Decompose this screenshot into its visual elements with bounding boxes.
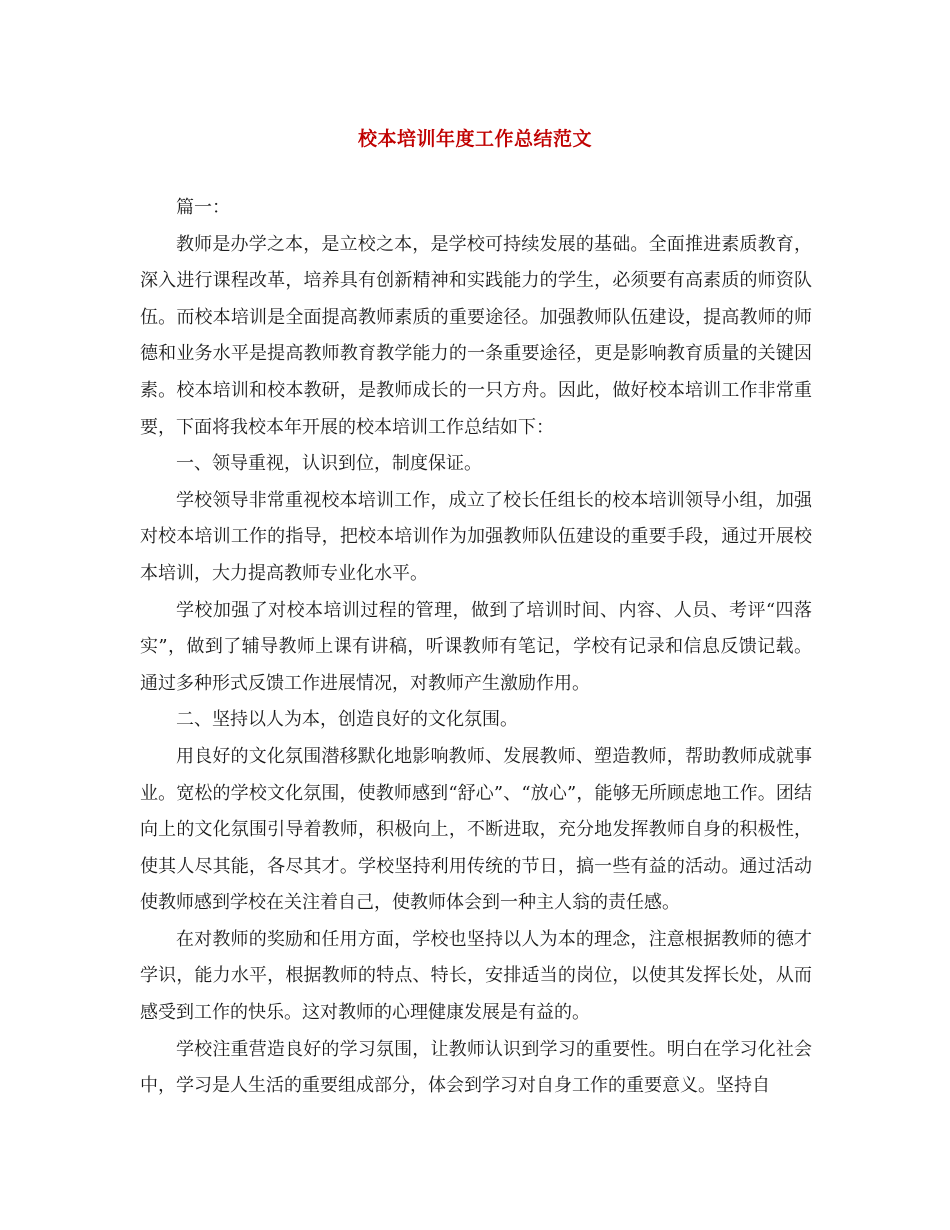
- paragraph: 学校领导非常重视校本培训工作，成立了校长任组长的校本培训领导小组，加强对校本培训工作的指导，把校本培训作为加强教师队伍建设的重要手段，通过开展校本培训，大力提高教师专业化水平。: [140, 489, 812, 584]
- heading-section-1: 一、领导重视，认识到位，制度保证。: [176, 453, 482, 475]
- document-body: [140, 190, 812, 1105]
- paragraph: 用良好的文化氛围潜移默化地影响教师、发展教师、塑造教师，帮助教师成就事业。宽松的学校文化氛围，使教师感到“舒心”、“放心”，能够无所顾虑地工作。团结向上的文化氛围引导着教师，积极向上，不断进取，充分地发挥教师自身的积极性，使其人尽其能，各尽其才。学校坚持利用传统的节日，搞一些有益的活动。通过活动使教师感到学校在关注着自己，使教师体会到一种主人翁的责任感。: [140, 745, 812, 914]
- paragraph: 在对教师的奖励和任用方面，学校也坚持以人为本的理念，注意根据教师的德才学识，能力水平，根据教师的特点、特长，安排适当的岗位，以使其发挥长处，从而感受到工作的快乐。这对教师的心理健康发展是有益的。: [140, 928, 812, 1024]
- paragraph: 学校加强了对校本培训过程的管理，做到了培训时间、内容、人员、考评“四落实”，做到了辅导教师上课有讲稿，听课教师有笔记，学校有记录和信息反馈记载。通过多种形式反馈工作进展情况，对教师产生激励作用。: [140, 599, 812, 694]
- heading-section-2: 二、坚持以人为本，创造良好的文化氛围。: [176, 709, 518, 731]
- document-title: 校本培训年度工作总结范文: [357, 128, 592, 150]
- paragraph: 学校注重营造良好的学习氛围，让教师认识到学习的重要性。明白在学习化社会中，学习是人生活的重要组成部分，体会到学习对自身工作的重要意义。坚持自: [140, 1038, 812, 1097]
- paragraph-intro: 教师是办学之本，是立校之本，是学校可持续发展的基础。全面推进素质教育，深入进行课程改革，培养具有创新精神和实践能力的学生，必须要有高素质的师资队伍。而校本培训是全面提高教师素质的重要途径。加强教师队伍建设，提高教师的师德和业务水平是提高教师教育教学能力的一条重要途径，更是影响教育质量的关键因素。校本培训和校本教研，是教师成长的一只方舟。因此，做好校本培训工作非常重要，下面将我校本年开展的校本培训工作总结如下：: [140, 233, 812, 438]
- paragraph-section-label: 篇一：: [176, 197, 230, 218]
